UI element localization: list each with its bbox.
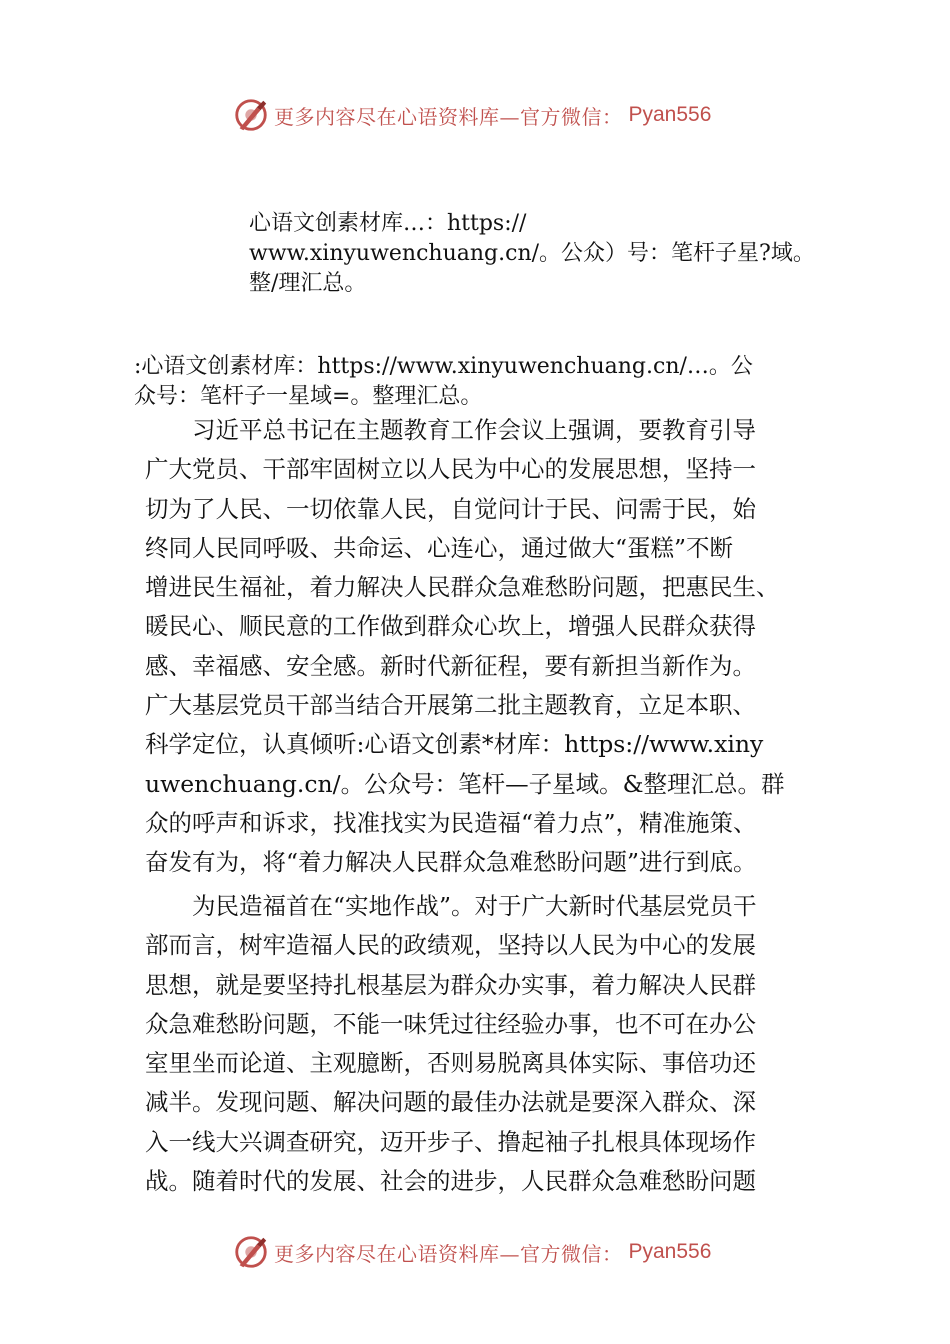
source-note-block-2 (134, 352, 834, 412)
text-line: www.xinyuwenchuang.cn/。公众）号：笔杆子星?域。 (249, 241, 815, 266)
text-line: 思想，就是要坚持扎根基层为群众办实事，着力解决人民群 (145, 970, 756, 999)
source-note-block (249, 209, 899, 299)
text-line: 众号：笔杆子一星域=。整理汇总。 (134, 384, 483, 409)
text-line: 奋发有为，将“着力解决人民群众急难愁盼问题”进行到底。 (145, 848, 757, 877)
footer-banner (232, 1232, 711, 1272)
text-line: 心语文创素材库…：https:// (249, 211, 527, 236)
text-line: :心语文创素材库：https://www.xinyuwenchuang.cn/…。公 (134, 354, 753, 379)
paragraph-2 (145, 887, 835, 1201)
paragraph-1 (145, 411, 835, 883)
text-line: 科学定位，认真倾听:心语文创素*材库：https://www.xiny (145, 730, 764, 759)
text-line: 感、幸福感、安全感。新时代新征程，要有新担当新作为。 (145, 651, 756, 680)
text-line: 广大党员、干部牢固树立以人民为中心的发展思想，坚持一 (145, 455, 756, 484)
text-line: 战。随着时代的发展、社会的进步，人民群众急难愁盼问题 (145, 1167, 756, 1196)
text-line: 部而言，树牢造福人民的政绩观，坚持以人民为中心的发展 (145, 931, 756, 960)
text-line: 终同人民同呼吸、共命运、心连心，通过做大“蛋糕”不断 (145, 533, 734, 562)
banner-wechat-id: Pyan556 (628, 103, 712, 126)
text-line: 室里坐而论道、主观臆断，否则易脱离具体实际、事倍功还 (145, 1049, 756, 1078)
banner-text: 更多内容尽在心语资料库—官方微信： (274, 1241, 623, 1266)
text-line: 众急难愁盼问题，不能一味凭过往经验办事，也不可在办公 (145, 1009, 756, 1038)
banner-wechat-id: Pyan556 (628, 1240, 712, 1263)
header-banner (232, 95, 711, 135)
text-line: 为民造福首在“实地作战”。对于广大新时代基层党员干 (145, 892, 757, 920)
banner-text: 更多内容尽在心语资料库—官方微信： (274, 104, 623, 129)
text-line: 暖民心、顺民意的工作做到群众心坎上，增强人民群众获得 (145, 612, 756, 641)
pen-logo-icon (232, 96, 270, 134)
text-line: 入一线大兴调查研究，迈开步子、撸起袖子扎根具体现场作 (145, 1127, 756, 1156)
text-line: 习近平总书记在主题教育工作会议上强调，要教育引导 (145, 416, 756, 444)
text-line: 众的呼声和诉求，找准找实为民造福“着力点”，精准施策、 (145, 808, 757, 837)
text-line: uwenchuang.cn/。公众号：笔杆—子星域。&整理汇总。群 (145, 769, 785, 798)
text-line: 广大基层党员干部当结合开展第二批主题教育，立足本职、 (145, 691, 756, 720)
text-line: 增进民生福祉，着力解决人民群众急难愁盼问题，把惠民生、 (145, 573, 780, 602)
pen-logo-icon (232, 1233, 270, 1271)
text-line: 整/理汇总。 (249, 271, 367, 296)
text-line: 切为了人民、一切依靠人民，自觉问计于民、问需于民，始 (145, 494, 756, 523)
text-line: 减半。发现问题、解决问题的最佳办法就是要深入群众、深 (145, 1088, 756, 1117)
